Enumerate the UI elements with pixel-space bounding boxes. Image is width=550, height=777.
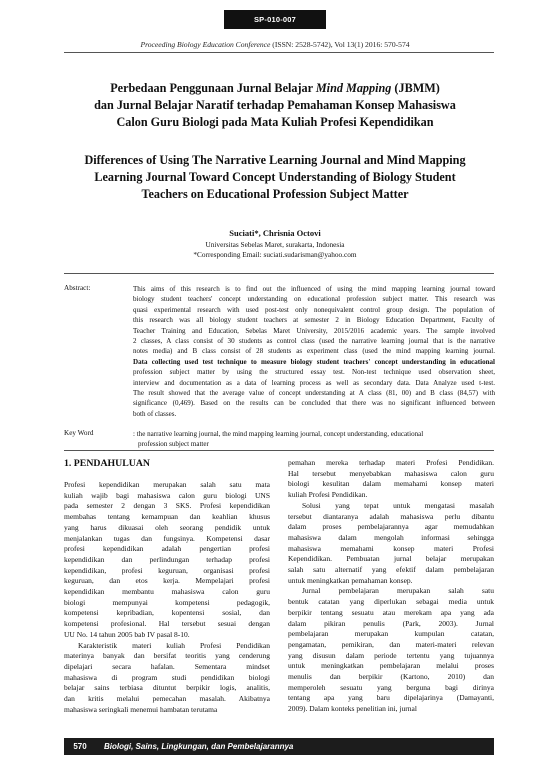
affiliation-block [0,240,550,260]
text-line: Solusi yang tepat untuk mengatasi masalah [302,500,494,510]
text-line: kuliah wajib bagi mahasiswa calon guru biologi UNS [64,490,270,500]
abstract-line: both of classes. [133,409,177,418]
text-line: profesi kependidikan adalah pengertian profesi [64,544,270,554]
proceeding-issn: (ISSN: 2528-5742), Vol 13(1) 2016: 570-574 [270,40,410,49]
abstract-line: The result showed that the average value of concept understanding at A class (81, 00) and B class (84,57) with [133,389,495,398]
journal-name: Biologi, Sains, Lingkungan, dan Pembelajarannya [104,742,294,751]
title-english [44,152,506,203]
abstract-line: notes media) and B class consist of 28 students as experiment class (used the mind mapping learning journal. [133,347,495,356]
text-line: dalam pikiran penulis (Park, 2003). Jurnal [288,618,494,628]
abstract-line: this research was all biology student teachers at semester 2 in Biology Education Department, Faculty of [133,316,495,325]
text-line: kependidikan dan perlindungan terhadap profesi [64,554,270,564]
text-line: tentang apa yang baru dipelajarinya (Damayanti, [288,693,494,703]
proceeding-name: Proceeding Biology Education Conference [140,40,271,49]
abstract-line: quasi experimental research with used post-test only nonequivalent control group design. The population of [133,305,495,314]
abstract-label: Abstract: [64,284,91,292]
keywords-label: Key Word [64,429,94,437]
text-line: yang harus dikuasai oleh seorang pendidik untuk [64,522,270,532]
title-en-line-2: Learning Journal Toward Concept Understanding of Biology Student [94,170,456,184]
abstract-line: Teacher Training and Education, Sebelas Maret University, 2015/2016 academic years. The sample involved [133,326,495,335]
text-line: untuk meningkatkan pembelajaran melalui proses [288,661,494,671]
title-id-line-1: Perbedaan Penggunaan Jurnal Belajar Mind Mapping (JBMM) [110,81,440,95]
keywords-line-2: profession subject matter [138,440,209,449]
text-line: dan kritis melalui pemecahan masalah. Akibatnya [64,694,270,704]
text-line: Kependidikan. Pembuatan jurnal belajar merupakan [288,554,494,564]
body-left-column [64,480,270,715]
title-en-line-3: Teachers on Educational Profession Subject Matter [141,187,409,201]
text-line: memperoleh sesuatu yang berguna bagi dirinya [288,682,494,692]
text-line: keguruan, dan etos kerja. Mempelajari profesi [64,576,270,586]
text-line: mahasiswa memahami konsep materi Profesi [288,543,494,553]
text-line: mahasiswa dalam mengolah informasi sehingga [288,532,494,542]
title-id-line-2: dan Jurnal Belajar Naratif terhadap Pemahaman Konsep Mahasiswa [94,98,456,112]
text-line: menulis dan berpikir (Kartono, 2010) dan [288,672,494,682]
affiliation: Universitas Sebelas Maret, surakarta, Indonesia [205,240,345,249]
text-line: untuk meningkatkan pemahaman konsep. [288,575,413,585]
text-line: kependidikan membantu mahasiswa calon guru [64,587,270,597]
title-indonesian [44,80,506,131]
text-line: mahasiswa di program studi pendidikan biologi [64,672,270,682]
title-id-line-3: Calon Guru Biologi pada Mata Kuliah Profesi Kependidikan [116,115,434,129]
abstract-line: 2 classes, A class consist of 30 students as control class (used the narrative learning journal that is the narrative [133,337,495,346]
text-line: biologi mempunyai kompetensi pedagogik, [64,597,270,607]
text-line: pengamatan, pemikiran, dan materi-materi relevan [288,639,494,649]
header-rule [64,52,494,53]
abstract-top-rule [64,273,494,274]
proceeding-header [0,40,550,49]
abstract-line: Data collecting used test technique to measure biology student teachers' concept understanding in educational [133,357,495,366]
section-heading: 1. PENDAHULUAN [64,458,150,469]
text-line: Hal tersebut menyebabkan mahasiswa calon guru [288,468,494,478]
text-line: 2009). Dalam konteks penelitian ini, jurnal [288,704,417,714]
text-line: Jurnal pembelajaran merupakan salah satu [302,586,494,596]
abstract-line: profession subject matter by using the structured essay test. Non-test technique used observation sheet, [133,368,495,377]
footer-bar [64,738,494,755]
text-line: berpikir tentang sesuatu atau merekam apa yang ada [288,607,494,617]
text-line: materinya banyak dan bersifat teoritis yang cenderung [64,651,270,661]
text-line: kependidikan, profesi keguruan, organisasi profesi [64,565,270,575]
abstract-line: biology student teachers' concept understanding on educational profession subject matter. This research was [133,295,495,304]
text-line: kuliah Profesi Pendidikan. [288,490,368,500]
corresponding-email: *Corresponding Email: suciati.sudarisman@yahoo.com [193,250,357,259]
text-line: dipelajari secara hafalan. Sementara mindset [64,661,270,671]
keywords-bottom-rule [64,450,494,451]
paper-code-badge: SP-010-007 [224,10,326,29]
text-line: kompetensi profesional. Hal tersebut sesuai dengan [64,619,270,629]
text-line: biologi kesulitan dalam memahami konsep materi [288,479,494,489]
title-en-line-1: Differences of Using The Narrative Learning Journal and Mind Mapping [84,153,466,167]
text-line: bentuk catatan yang diperlukan sebagai media untuk [288,597,494,607]
text-line: mahasiswa seringkali menemui hambatan terutama [64,704,218,714]
text-line: membahas tentang kemampuan dan keahlian khusus [64,512,270,522]
text-line: pemahan mereka terhadap materi Profesi Pendidikan. [288,458,494,467]
authors: Suciati*, Chrisnia Octovi [229,228,321,238]
abstract-line: significance (0,469). Based on the results can be concluded that there was no significant influenced between [133,399,495,408]
text-line: tersebut diantaranya adalah mahasiswa perlu dibantu [288,511,494,521]
text-line: pembelajaran merupakan kumpulan catatan, [288,629,494,639]
keywords-text [133,429,495,450]
text-line: pada semester 2 dengan 3 SKS. Profesi kependidikan [64,501,270,511]
body-right-column [288,458,494,715]
text-line: yang disusun dalam periode tertentu yang tujuannya [288,650,494,660]
text-line: Profesi kependidikan merupakan salah satu mata [64,480,270,489]
keywords-line-1: : the narrative learning journal, the mind mapping learning journal, concept understanding, educational [133,430,424,438]
text-line: dalam proses pembelajarannya agar memudahkan [288,522,494,532]
text-line: UU No. 14 tahun 2005 bab IV pasal 8-10. [64,629,190,639]
text-line: salah satu alternatif yang efektif dalam pembelajaran [288,565,494,575]
text-line: menjalankan tugas dan fungsinya. Kompetensi dasar [64,533,270,543]
abstract-line: interview and documentation as a data of learning process as well as secondary data. Data Analyze used t-test. [133,378,495,387]
text-line: belajar sains terbiasa dituntut berpikir logis, analitis, [64,683,270,693]
page-number: 570 [73,742,87,751]
text-line: Karakteristik materi kuliah Profesi Pendidikan [78,640,270,650]
text-line: kompetensi kepribadian, kopentensi sosial, dan [64,608,270,618]
abstract-text [133,284,495,419]
abstract-line: This aims of this research is to find out the influenced of using the mind mapping learning journal toward [133,285,495,293]
